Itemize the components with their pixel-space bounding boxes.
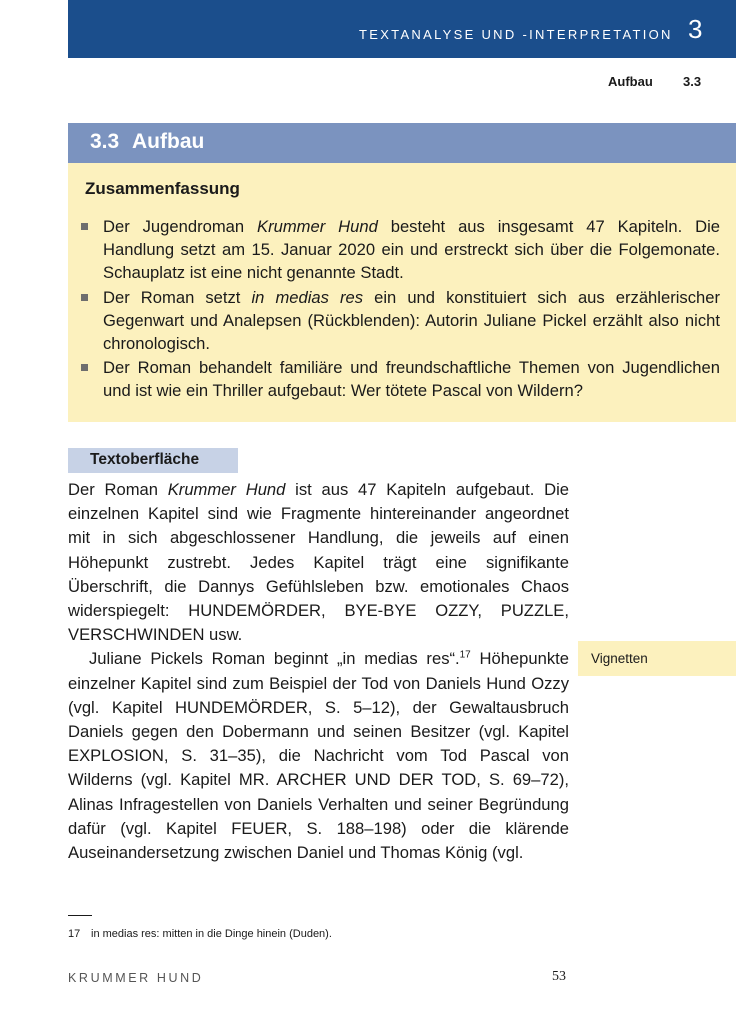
summary-item: Der Jugendroman Krummer Hund besteht aus insgesamt 47 Kapiteln. Die Handlung setzt am 15. Januar 2020 ein und erstreckt sich über die Folgemonate. Schauplatz ist eine nicht genannte Stadt. [80,215,720,285]
running-head-title: Aufbau [608,74,653,89]
section-number: 3.3 [90,130,120,153]
footnote-text: in medias res: mitten in die Dinge hinein (Duden). [91,928,332,940]
body-text [68,478,569,865]
square-bullet-icon [81,294,88,301]
margin-note [578,641,736,676]
body-paragraph: Juliane Pickels Roman beginnt „in medias res“.$^{17}$ Höhepunkte einzelner Kapitel sind zum Beispiel der Tod von Daniels Hund Ozzy (vgl. Kapitel HUNDEMÖRDER, S. 5–12), der Gewaltausbruch Daniels gegen den Dobermann und seinen Besitzer (vgl. Kapitel EXPLOSION, S. 31–35), die Nachricht vom Tod Pascal von Wilderns (vgl. Kapitel MR. ARCHER UND DER TOD, S. 69–72), Alinas Infragestellen von Daniels Verhalten und seiner Begründung dafür (vgl. Kapitel FEUER, S. 188–198) oder die klärende Auseinandersetzung zwischen Daniel und Thomas König (vgl. [68,649,569,863]
summary-item: Der Roman behandelt familiäre und freundschaftliche Themen von Jugendlichen und ist wie ein Thriller aufgebaut: Wer tötete Pascal von Wildern? [80,356,720,402]
chapter-number: 3 [688,14,703,44]
square-bullet-icon [81,364,88,371]
summary-box [68,163,736,422]
margin-note-text: Vignetten [591,651,648,666]
footnote-number: 17 [68,928,81,940]
running-head-number: 3.3 [683,74,702,89]
chapter-section-title: TEXTANALYSE UND -INTERPRETATION [359,27,673,42]
body-paragraph: Der Roman Krummer Hund ist aus 47 Kapiteln aufgebaut. Die einzelnen Kapitel sind wie Fragmente hintereinander angeordnet mit in sich abgeschlossener Handlung, die jeweils auf einen Höhepunkt zustrebt. Jedes Kapitel trägt eine signifikante Überschrift, die Dannys Gefühlsleben bzw. emotionales Chaos widerspiegelt: HUNDEMÖRDER, BYE-BYE OZZY, PUZZLE, VERSCHWINDEN usw. [68,480,569,645]
square-bullet-icon [81,223,88,230]
page-number: 53 [552,969,566,984]
footnote-divider [68,915,92,916]
summary-item: Der Roman setzt in medias res ein und konstituiert sich aus erzählerischer Gegenwart und Analepsen (Rückblenden): Autorin Juliane Pickel erzählt also nicht chronologisch. [80,286,720,356]
summary-title: Zusammenfassung [85,179,240,198]
footnote-reference: 17 [459,649,471,661]
chapter-header-bar [68,0,736,58]
footnote [68,928,332,940]
subheading-label [68,448,238,473]
section-heading [68,123,736,163]
subheading-text: Textoberfläche [90,451,200,468]
footer-book-title: KRUMMER HUND [68,971,204,985]
summary-list [80,215,720,404]
section-title: Aufbau [132,130,205,153]
